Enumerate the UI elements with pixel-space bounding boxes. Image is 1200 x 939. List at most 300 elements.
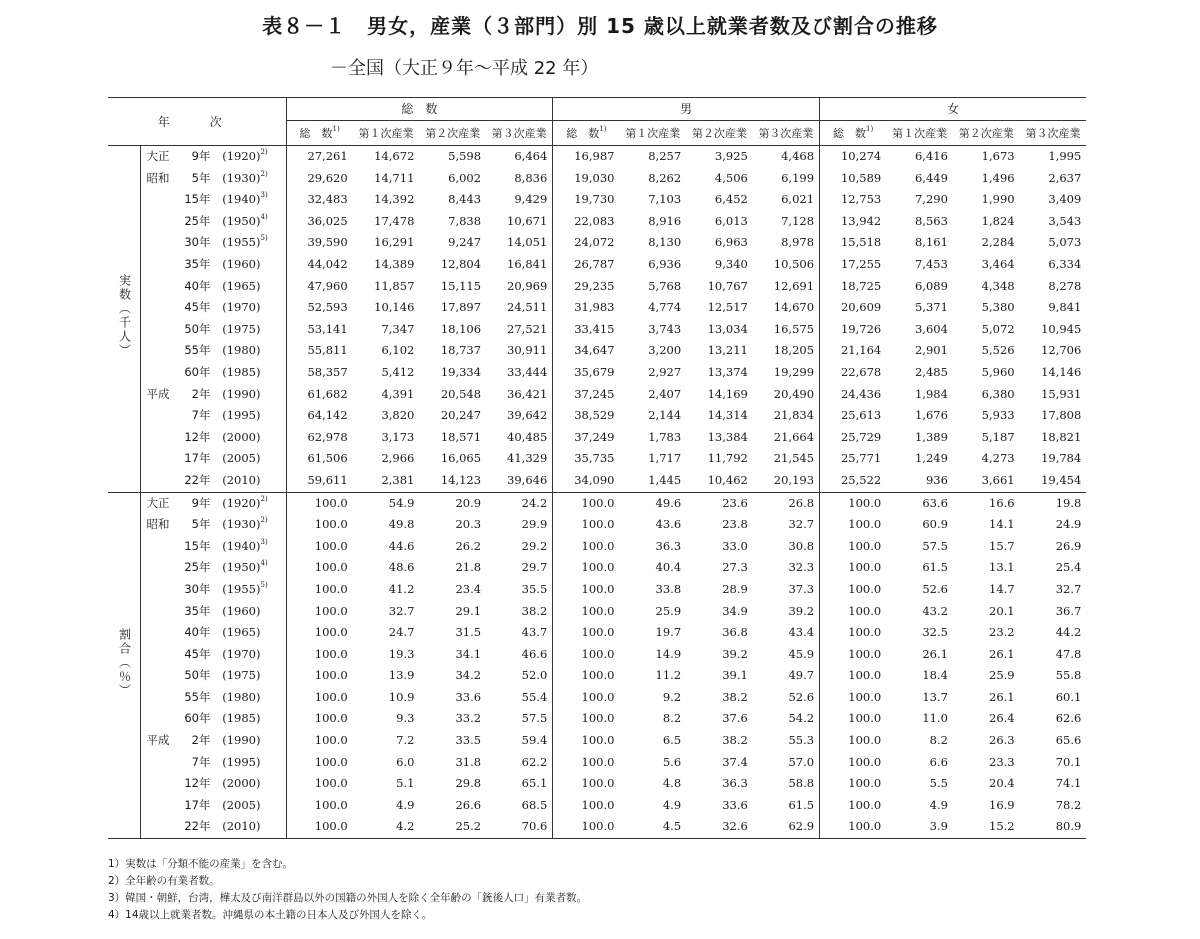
year-note: 2) xyxy=(260,494,268,503)
value-cell: 2,485 xyxy=(914,364,948,379)
value-cell: 15.2 xyxy=(989,819,1015,834)
value-cell: 4,774 xyxy=(648,300,682,315)
value-cell: 19.8 xyxy=(1020,492,1087,514)
value-cell: 54.2 xyxy=(788,711,815,726)
value-cell: 24.9 xyxy=(1055,517,1082,532)
value-cell: 12,691 xyxy=(773,278,815,293)
value-cell: 22,678 xyxy=(820,362,887,384)
value-cell: 5,073 xyxy=(1048,235,1082,250)
value-cell: 21,545 xyxy=(773,451,815,466)
value-cell: 14,711 xyxy=(374,170,415,185)
value-cell: 19,334 xyxy=(440,364,482,379)
value-cell: 55,811 xyxy=(286,340,353,362)
value-cell: 58.8 xyxy=(788,776,815,791)
value-cell: 15,518 xyxy=(820,232,887,254)
value-cell: 21,834 xyxy=(773,408,815,423)
value-cell: 47.8 xyxy=(1055,646,1082,661)
value-cell: 38.2 xyxy=(722,733,748,748)
value-cell: 6,936 xyxy=(648,257,682,272)
table-row xyxy=(108,319,1086,341)
value-cell: 29.8 xyxy=(455,776,482,791)
year-cell xyxy=(140,514,286,536)
value-cell: 24.7 xyxy=(388,625,415,640)
value-cell: 25.2 xyxy=(455,819,482,834)
value-cell: 13.7 xyxy=(922,689,948,704)
value-cell: 100.0 xyxy=(286,600,353,622)
table-row xyxy=(108,492,1086,514)
value-cell: 23.3 xyxy=(989,754,1015,769)
value-cell: 29.1 xyxy=(455,603,482,618)
value-cell: 59.4 xyxy=(521,733,548,748)
value-cell: 15,115 xyxy=(440,278,482,293)
value-cell: 52.0 xyxy=(521,668,548,683)
value-cell: 10.9 xyxy=(388,689,415,704)
value-cell: 26.1 xyxy=(922,646,948,661)
value-cell: 18.4 xyxy=(922,668,948,683)
table-header xyxy=(108,98,1086,146)
value-cell: 43.6 xyxy=(655,517,682,532)
value-cell: 5,960 xyxy=(981,364,1015,379)
value-cell: 22,083 xyxy=(553,211,620,233)
western-year: (1930) xyxy=(222,170,261,185)
year-note: 2) xyxy=(260,148,268,157)
value-cell: 32.6 xyxy=(722,819,748,834)
value-cell: 100.0 xyxy=(286,536,353,558)
value-cell: 3,925 xyxy=(714,149,748,164)
value-cell: 7,838 xyxy=(448,213,482,228)
value-cell: 60.1 xyxy=(1055,689,1082,704)
year-cell xyxy=(140,600,286,622)
column-header-note: 1) xyxy=(866,124,874,133)
value-cell: 1,445 xyxy=(648,472,682,487)
value-cell: 37.4 xyxy=(722,754,748,769)
western-year: (1975) xyxy=(222,668,261,683)
value-cell: 6,021 xyxy=(781,192,815,207)
value-cell: 6.6 xyxy=(929,754,948,769)
era-year: 7年 xyxy=(191,408,211,423)
column-header xyxy=(753,121,820,146)
value-cell: 26.8 xyxy=(753,492,820,514)
value-cell: 62,978 xyxy=(286,427,353,449)
value-cell: 68.5 xyxy=(521,797,548,812)
value-cell: 100.0 xyxy=(553,492,620,514)
section-label-text: 実数（千人） xyxy=(117,274,132,359)
value-cell: 33,444 xyxy=(507,364,548,379)
value-cell: 100.0 xyxy=(820,665,887,687)
table-row xyxy=(108,536,1086,558)
value-cell: 100.0 xyxy=(553,687,620,709)
western-year: (1965) xyxy=(222,278,261,293)
value-cell: 18,821 xyxy=(1041,429,1082,444)
column-header-label: 総 数 xyxy=(299,126,333,140)
value-cell: 100.0 xyxy=(286,514,353,536)
table-row xyxy=(108,644,1086,666)
value-cell: 26.3 xyxy=(989,733,1015,748)
table-subtitle: －全国（大正９年～平成 22 年） xyxy=(330,58,599,79)
table-row xyxy=(108,254,1086,276)
value-cell: 37,249 xyxy=(553,427,620,449)
value-cell: 5.6 xyxy=(662,754,682,769)
value-cell: 100.0 xyxy=(820,600,887,622)
value-cell: 9.3 xyxy=(396,711,415,726)
year-cell xyxy=(140,362,286,384)
value-cell: 100.0 xyxy=(553,773,620,795)
value-cell: 10,274 xyxy=(820,146,887,168)
table-row xyxy=(108,622,1086,644)
value-cell: 25.9 xyxy=(989,668,1015,683)
value-cell: 15,931 xyxy=(1041,386,1082,401)
value-cell: 100.0 xyxy=(553,730,620,752)
value-cell: 2,144 xyxy=(648,408,682,423)
value-cell: 18,725 xyxy=(820,276,887,298)
value-cell: 26.1 xyxy=(989,646,1015,661)
value-cell: 2,901 xyxy=(914,343,948,358)
value-cell: 43.2 xyxy=(922,603,948,618)
value-cell: 62.9 xyxy=(788,819,815,834)
value-cell: 36,421 xyxy=(507,386,548,401)
value-cell: 33,415 xyxy=(553,319,620,341)
value-cell: 49.7 xyxy=(788,668,815,683)
value-cell: 14.7 xyxy=(989,581,1015,596)
year-cell xyxy=(140,795,286,817)
value-cell: 64,142 xyxy=(286,405,353,427)
value-cell: 100.0 xyxy=(820,773,887,795)
value-cell: 29.2 xyxy=(521,538,548,553)
value-cell: 6,963 xyxy=(714,235,748,250)
era-year: 5年 xyxy=(191,170,211,185)
era-year: 17年 xyxy=(184,451,211,466)
value-cell: 2,966 xyxy=(381,451,415,466)
value-cell: 3,820 xyxy=(381,408,415,423)
value-cell: 18,106 xyxy=(440,321,482,336)
value-cell: 6,452 xyxy=(714,192,748,207)
value-cell: 20,193 xyxy=(773,472,815,487)
western-year: (1985) xyxy=(222,711,261,726)
value-cell: 7,290 xyxy=(914,192,948,207)
year-note: 3) xyxy=(260,537,268,546)
year-note: 3) xyxy=(260,191,268,200)
column-header xyxy=(553,121,620,146)
western-year: (1995) xyxy=(222,754,261,769)
value-cell: 39,590 xyxy=(286,232,353,254)
footnote: 2）全年齢の有業者数。 xyxy=(108,875,220,887)
value-cell: 26.1 xyxy=(989,689,1015,704)
value-cell: 4.9 xyxy=(929,797,948,812)
value-cell: 100.0 xyxy=(286,687,353,709)
value-cell: 7,453 xyxy=(914,257,948,272)
value-cell: 65.6 xyxy=(1055,733,1082,748)
value-cell: 1,717 xyxy=(648,451,682,466)
table-row xyxy=(108,514,1086,536)
value-cell: 5,072 xyxy=(981,321,1015,336)
value-cell: 100.0 xyxy=(286,773,353,795)
value-cell: 21,664 xyxy=(773,429,815,444)
section-label-actual xyxy=(108,146,140,493)
value-cell: 100.0 xyxy=(286,816,353,838)
value-cell: 63.6 xyxy=(886,492,953,514)
column-header xyxy=(686,121,753,146)
value-cell: 20,490 xyxy=(773,386,815,401)
value-cell: 55.3 xyxy=(788,733,815,748)
value-cell: 26.6 xyxy=(455,797,482,812)
value-cell: 8.2 xyxy=(662,711,682,726)
value-cell: 57.5 xyxy=(922,538,948,553)
group-header-female: 女 xyxy=(820,98,1087,121)
year-note: 2) xyxy=(260,516,268,525)
value-cell: 100.0 xyxy=(286,708,353,730)
value-cell: 32.5 xyxy=(922,625,948,640)
value-cell: 37,245 xyxy=(553,384,620,406)
value-cell: 100.0 xyxy=(286,752,353,774)
value-cell: 23.6 xyxy=(686,492,753,514)
value-cell: 27,261 xyxy=(286,146,353,168)
value-cell: 18,737 xyxy=(440,343,482,358)
column-header-label: 第２次産業 xyxy=(692,126,747,140)
era-year: 25年 xyxy=(184,213,211,228)
value-cell: 4,273 xyxy=(981,451,1015,466)
value-cell: 38,529 xyxy=(553,405,620,427)
value-cell: 44.6 xyxy=(388,538,415,553)
year-cell xyxy=(140,492,286,514)
value-cell: 6,013 xyxy=(714,213,748,228)
value-cell: 19,726 xyxy=(820,319,887,341)
column-header-label: 第１次産業 xyxy=(358,126,414,140)
value-cell: 1,783 xyxy=(648,429,682,444)
western-year: (2000) xyxy=(222,776,261,791)
western-year: (2005) xyxy=(222,451,261,466)
value-cell: 6,449 xyxy=(914,170,948,185)
value-cell: 9.2 xyxy=(662,689,682,704)
value-cell: 11,857 xyxy=(374,278,415,293)
year-cell xyxy=(140,319,286,341)
table-row xyxy=(108,427,1086,449)
value-cell: 57.5 xyxy=(521,711,548,726)
value-cell: 43.4 xyxy=(788,625,815,640)
value-cell: 25,522 xyxy=(820,470,887,492)
value-cell: 24,436 xyxy=(820,384,887,406)
value-cell: 21.8 xyxy=(455,560,482,575)
table-row xyxy=(108,189,1086,211)
western-year: (1955) xyxy=(222,581,261,596)
year-cell xyxy=(140,730,286,752)
era-year: 2年 xyxy=(191,386,211,401)
value-cell: 8,262 xyxy=(648,170,682,185)
value-cell: 20.9 xyxy=(419,492,486,514)
employment-table xyxy=(108,97,1086,839)
year-note: 2) xyxy=(260,169,268,178)
western-year: (1940) xyxy=(222,538,261,553)
value-cell: 5,371 xyxy=(914,300,948,315)
value-cell: 27,521 xyxy=(507,321,548,336)
value-cell: 20,609 xyxy=(820,297,887,319)
value-cell: 3,409 xyxy=(1048,192,1082,207)
value-cell: 1,496 xyxy=(981,170,1015,185)
value-cell: 29,235 xyxy=(553,276,620,298)
column-header xyxy=(820,121,887,146)
value-cell: 7.2 xyxy=(396,733,415,748)
value-cell: 34.9 xyxy=(722,603,748,618)
value-cell: 10,146 xyxy=(374,300,415,315)
value-cell: 6.5 xyxy=(662,733,682,748)
value-cell: 20.3 xyxy=(455,517,482,532)
western-year: (1980) xyxy=(222,689,261,704)
value-cell: 100.0 xyxy=(553,536,620,558)
era-year: 2年 xyxy=(191,733,211,748)
value-cell: 6,416 xyxy=(914,149,948,164)
value-cell: 26,787 xyxy=(553,254,620,276)
value-cell: 33.8 xyxy=(655,581,682,596)
value-cell: 100.0 xyxy=(820,492,887,514)
value-cell: 14,670 xyxy=(773,300,815,315)
column-header xyxy=(886,121,953,146)
era-year: 5年 xyxy=(191,517,211,532)
value-cell: 1,249 xyxy=(914,451,948,466)
value-cell: 32.3 xyxy=(788,560,815,575)
column-header-note: 1) xyxy=(332,124,340,133)
value-cell: 100.0 xyxy=(820,708,887,730)
value-cell: 11,792 xyxy=(707,451,748,466)
western-year: (1990) xyxy=(222,733,261,748)
value-cell: 100.0 xyxy=(820,816,887,838)
value-cell: 9,340 xyxy=(714,257,748,272)
value-cell: 6.0 xyxy=(396,754,415,769)
value-cell: 8,278 xyxy=(1048,278,1082,293)
value-cell: 100.0 xyxy=(553,752,620,774)
value-cell: 17,255 xyxy=(820,254,887,276)
era-year: 12年 xyxy=(184,776,211,791)
footnote: 4）14歳以上就業者数。沖縄県の本土籍の日本人及び外国人を除く。 xyxy=(108,909,433,921)
value-cell: 18,571 xyxy=(440,429,482,444)
value-cell: 4,468 xyxy=(781,149,815,164)
value-cell: 34,090 xyxy=(553,470,620,492)
value-cell: 14.1 xyxy=(989,517,1015,532)
value-cell: 100.0 xyxy=(553,644,620,666)
value-cell: 6,089 xyxy=(914,278,948,293)
value-cell: 25,613 xyxy=(820,405,887,427)
value-cell: 61.5 xyxy=(922,560,948,575)
value-cell: 34.2 xyxy=(455,668,482,683)
value-cell: 8,836 xyxy=(514,170,548,185)
value-cell: 3.9 xyxy=(929,819,948,834)
value-cell: 1,676 xyxy=(914,408,948,423)
value-cell: 7,103 xyxy=(648,192,682,207)
table-row xyxy=(108,600,1086,622)
value-cell: 70.1 xyxy=(1055,754,1082,769)
value-cell: 8.2 xyxy=(929,733,948,748)
value-cell: 17,897 xyxy=(440,300,482,315)
value-cell: 4.5 xyxy=(662,819,682,834)
value-cell: 20,969 xyxy=(507,278,548,293)
value-cell: 3,200 xyxy=(648,343,682,358)
table-row xyxy=(108,405,1086,427)
value-cell: 16.9 xyxy=(989,797,1015,812)
value-cell: 9,841 xyxy=(1048,300,1082,315)
value-cell: 6,334 xyxy=(1048,257,1082,272)
value-cell: 24,511 xyxy=(507,300,548,315)
table-row xyxy=(108,470,1086,492)
value-cell: 34,647 xyxy=(553,340,620,362)
value-cell: 19.3 xyxy=(388,646,415,661)
value-cell: 14,672 xyxy=(374,149,415,164)
era-year: 50年 xyxy=(184,668,211,683)
column-header-label: 第３次産業 xyxy=(758,126,814,140)
western-year: (1920) xyxy=(222,495,261,510)
value-cell: 55.8 xyxy=(1055,668,1082,683)
era-name: 昭和 xyxy=(146,517,170,532)
value-cell: 44.2 xyxy=(1055,625,1082,640)
era-year: 50年 xyxy=(184,321,211,336)
value-cell: 5,187 xyxy=(981,429,1015,444)
value-cell: 10,589 xyxy=(820,168,887,190)
value-cell: 25.4 xyxy=(1055,560,1082,575)
era-year: 55年 xyxy=(184,689,211,704)
value-cell: 39,646 xyxy=(507,472,548,487)
value-cell: 13,034 xyxy=(707,321,748,336)
value-cell: 29.7 xyxy=(521,560,548,575)
western-year: (1970) xyxy=(222,300,261,315)
western-year: (1970) xyxy=(222,646,261,661)
value-cell: 12,706 xyxy=(1041,343,1082,358)
western-year: (2010) xyxy=(222,472,261,487)
value-cell: 16,987 xyxy=(553,146,620,168)
value-cell: 4.9 xyxy=(662,797,682,812)
era-year: 40年 xyxy=(184,278,211,293)
value-cell: 39.2 xyxy=(788,603,815,618)
western-year: (1975) xyxy=(222,321,261,336)
data-table-container xyxy=(108,97,1086,839)
value-cell: 23.4 xyxy=(455,581,482,596)
value-cell: 10,506 xyxy=(773,257,815,272)
value-cell: 61,682 xyxy=(286,384,353,406)
value-cell: 100.0 xyxy=(820,579,887,601)
value-cell: 14,314 xyxy=(707,408,748,423)
value-cell: 19,730 xyxy=(553,189,620,211)
value-cell: 80.9 xyxy=(1055,819,1082,834)
value-cell: 7,128 xyxy=(781,213,815,228)
value-cell: 52,593 xyxy=(286,297,353,319)
western-year: (1940) xyxy=(222,192,261,207)
value-cell: 54.9 xyxy=(353,492,420,514)
value-cell: 8,978 xyxy=(781,235,815,250)
year-cell xyxy=(140,232,286,254)
year-cell xyxy=(140,644,286,666)
value-cell: 1,984 xyxy=(914,386,948,401)
value-cell: 3,543 xyxy=(1048,213,1082,228)
value-cell: 41,329 xyxy=(507,451,548,466)
value-cell: 47,960 xyxy=(286,276,353,298)
column-header-label: 第３次産業 xyxy=(1025,126,1081,140)
era-year: 60年 xyxy=(184,711,211,726)
value-cell: 78.2 xyxy=(1055,797,1082,812)
value-cell: 5,933 xyxy=(981,408,1015,423)
value-cell: 100.0 xyxy=(553,557,620,579)
year-cell xyxy=(140,427,286,449)
value-cell: 31,983 xyxy=(553,297,620,319)
value-cell: 100.0 xyxy=(286,622,353,644)
value-cell: 29.9 xyxy=(521,517,548,532)
value-cell: 8,443 xyxy=(448,192,482,207)
value-cell: 11.2 xyxy=(655,668,682,683)
value-cell: 14,123 xyxy=(440,472,482,487)
year-note: 4) xyxy=(260,212,268,221)
year-note: 4) xyxy=(260,559,268,568)
footnote: 1）実数は「分類不能の産業」を含む。 xyxy=(108,858,294,870)
table-row xyxy=(108,752,1086,774)
table-row xyxy=(108,297,1086,319)
era-year: 22年 xyxy=(184,819,211,834)
table-row xyxy=(108,276,1086,298)
table-row xyxy=(108,211,1086,233)
